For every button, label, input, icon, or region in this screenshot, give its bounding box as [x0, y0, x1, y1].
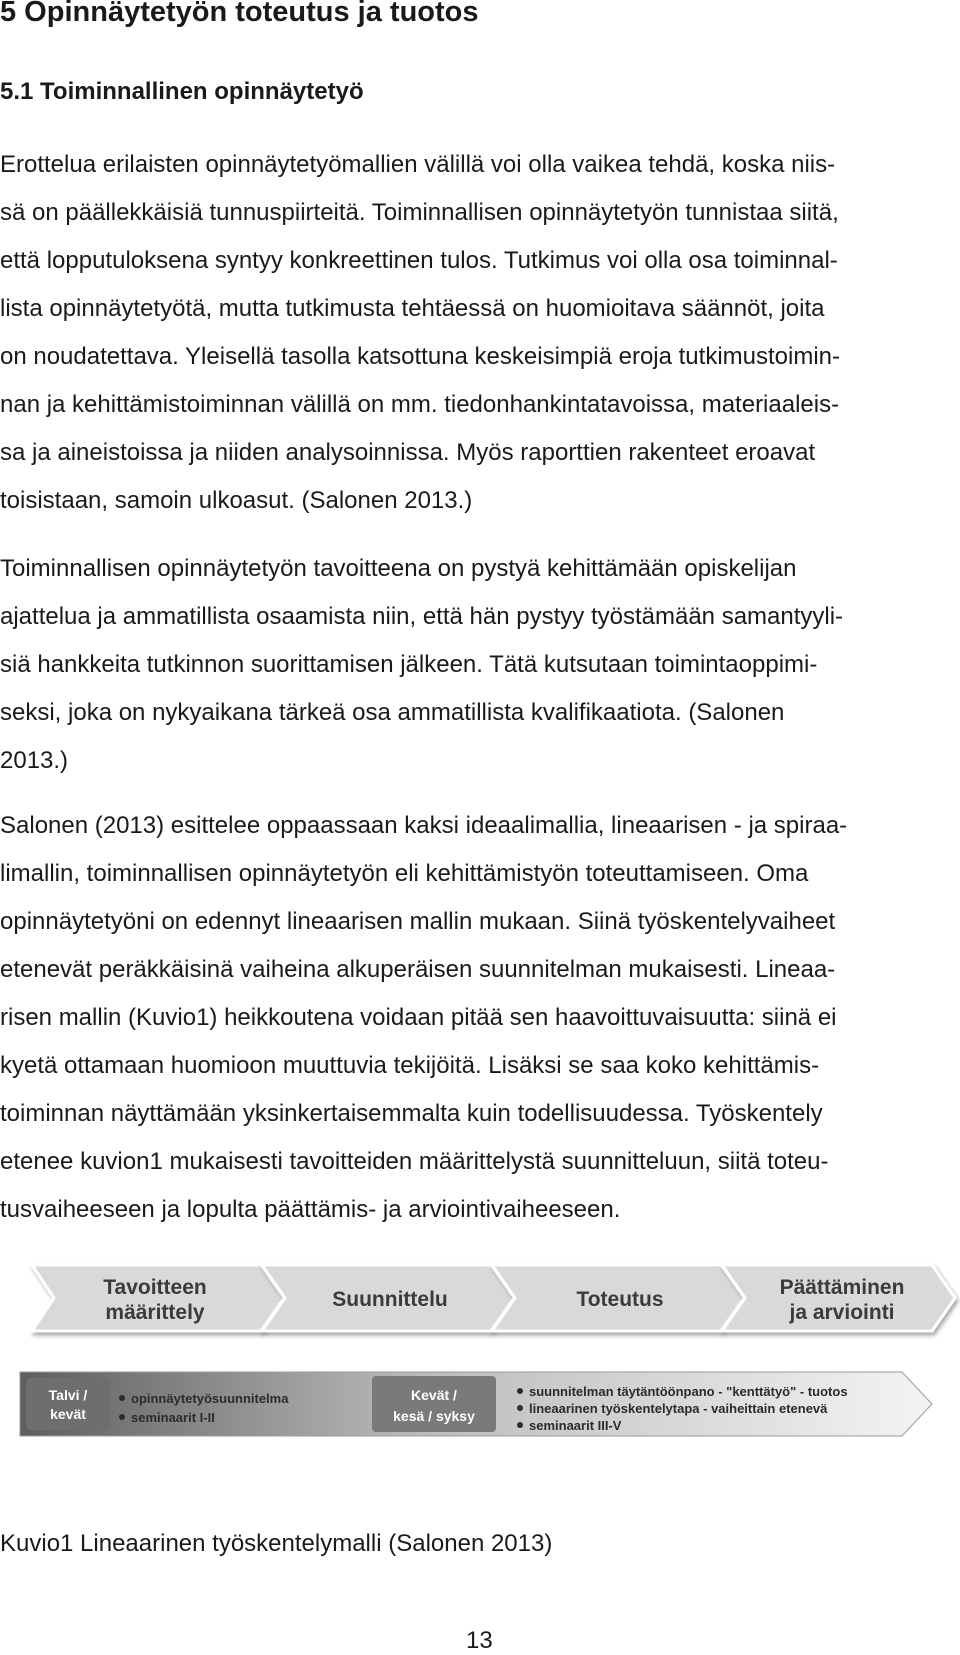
period-right-bullet-2: lineaarinen työskentelytapa - vaiheittain etenevä	[529, 1401, 828, 1416]
stage-label-line1: Suunnittelu	[332, 1288, 448, 1311]
period-left-bullet-1: opinnäytetyösuunnitelma	[131, 1391, 289, 1406]
bullet-dot	[517, 1388, 523, 1394]
paragraph-line: toisistaan, samoin ulkoasut. (Salonen 2013.)	[0, 487, 473, 514]
paragraph-line: risen mallin (Kuvio1) heikkoutena voidaan pitää sen haavoittuvaisuutta: siinä ei	[0, 1004, 837, 1031]
stage-label-line1: Tavoitteen	[103, 1276, 207, 1299]
paragraph-line: lista opinnäytetyötä, mutta tutkimusta tehtäessä on huomioitava säännöt, joita	[0, 295, 825, 322]
period-box-left	[26, 1378, 110, 1430]
section-heading: 5.1 Toiminnallinen opinnäytetyö	[0, 78, 364, 105]
period-left-line2: kevät	[50, 1406, 86, 1422]
period-left-bullet-2: seminaarit I-II	[131, 1410, 215, 1425]
paragraph-line: etenee kuvion1 mukaisesti tavoitteiden määrittelystä suunnitteluun, siitä toteu-	[0, 1148, 829, 1175]
page-number: 13	[466, 1627, 493, 1654]
period-right-bullet-1: suunnitelman täytäntöönpano - "kenttätyö" - tuotos	[529, 1384, 848, 1399]
paragraph-line: on noudatettava. Yleisellä tasolla katsottuna keskeisimpiä eroja tutkimustoimin-	[0, 343, 840, 370]
paragraph-line: kyetä ottamaan huomioon muuttuvia tekijöitä. Lisäksi se saa koko kehittämis-	[0, 1052, 820, 1079]
period-right-line2: kesä / syksy	[393, 1408, 475, 1424]
paragraph-line: opinnäytetyöni on edennyt lineaarisen mallin mukaan. Siinä työskentelyvaiheet	[0, 908, 836, 935]
figure-caption: Kuvio1 Lineaarinen työskentelymalli (Salonen 2013)	[0, 1530, 553, 1557]
paragraph-line: seksi, joka on nykyaikana tärkeä osa ammatillista kvalifikaatiota. (Salonen	[0, 699, 785, 726]
stage-chevron-4	[722, 1265, 955, 1331]
paragraph-line: limallin, toiminnallisen opinnäytetyön eli kehittämistyön toteuttamiseen. Oma	[0, 860, 809, 887]
paragraph-line: että lopputuloksena syntyy konkreettinen tulos. Tutkimus voi olla osa toiminnal-	[0, 247, 838, 274]
period-right-bullet-3: seminaarit III-V	[529, 1418, 622, 1433]
stage-chevron-1	[32, 1265, 284, 1331]
bullet-dot	[517, 1422, 523, 1428]
page-heading: 5 Opinnäytetyön toteutus ja tuotos	[0, 0, 479, 28]
paragraph-1	[0, 141, 950, 525]
paragraph-line: Toiminnallisen opinnäytetyön tavoitteena on pystyä kehittämään opiskelijan	[0, 555, 797, 582]
bullet-dot	[119, 1395, 125, 1401]
bullet-dot	[119, 1414, 125, 1420]
paragraph-line: siä hankkeita tutkinnon suorittamisen jälkeen. Tätä kutsutaan toimintaoppimi-	[0, 651, 818, 678]
paragraph-line: sa ja aineistoissa ja niiden analysoinnissa. Myös raporttien rakenteet eroavat	[0, 439, 816, 466]
linear-model-diagram	[0, 1262, 960, 1477]
stage-chevron-3	[492, 1265, 744, 1331]
stage-label-line1: Päättäminen	[779, 1276, 905, 1299]
paragraph-2	[0, 545, 950, 785]
bullet-dot	[517, 1405, 523, 1411]
paragraph-line: Erottelua erilaisten opinnäytetyömallien välillä voi olla vaikea tehdä, koska niis-	[0, 151, 836, 178]
linear-model-figure	[0, 1262, 960, 1477]
paragraph-line: toiminnan näyttämään yksinkertaisemmalta kuin todellisuudessa. Työskentely	[0, 1100, 823, 1127]
paragraph-line: nan ja kehittämistoiminnan välillä on mm. tiedonhankintatavoissa, materiaaleis-	[0, 391, 840, 418]
paragraph-line: Salonen (2013) esittelee oppaassaan kaksi ideaalimallia, lineaarisen - ja spiraa-	[0, 812, 848, 839]
period-left-line1: Talvi /	[48, 1387, 88, 1403]
paragraph-line: tusvaiheeseen ja lopulta päättämis- ja arviointivaiheeseen.	[0, 1196, 621, 1223]
paragraph-line: 2013.)	[0, 747, 69, 774]
stage-label-line2: ja arviointi	[789, 1301, 895, 1324]
stage-chevron-2	[262, 1265, 514, 1331]
paragraph-line: etenevät peräkkäisinä vaiheina alkuperäisen suunnitelman mukaisesti. Lineaa-	[0, 956, 836, 983]
paragraph-line: ajattelua ja ammatillista osaamista niin, että hän pystyy työstämään samantyyli-	[0, 603, 844, 630]
stage-label-line1: Toteutus	[576, 1288, 664, 1311]
paragraph-line: sä on päällekkäisiä tunnuspiirteitä. Toiminnallisen opinnäytetyön tunnistaa siitä,	[0, 199, 839, 226]
period-right-line1: Kevät /	[411, 1387, 457, 1403]
paragraph-3	[0, 802, 950, 1234]
stage-label-line2: määrittely	[105, 1301, 205, 1324]
